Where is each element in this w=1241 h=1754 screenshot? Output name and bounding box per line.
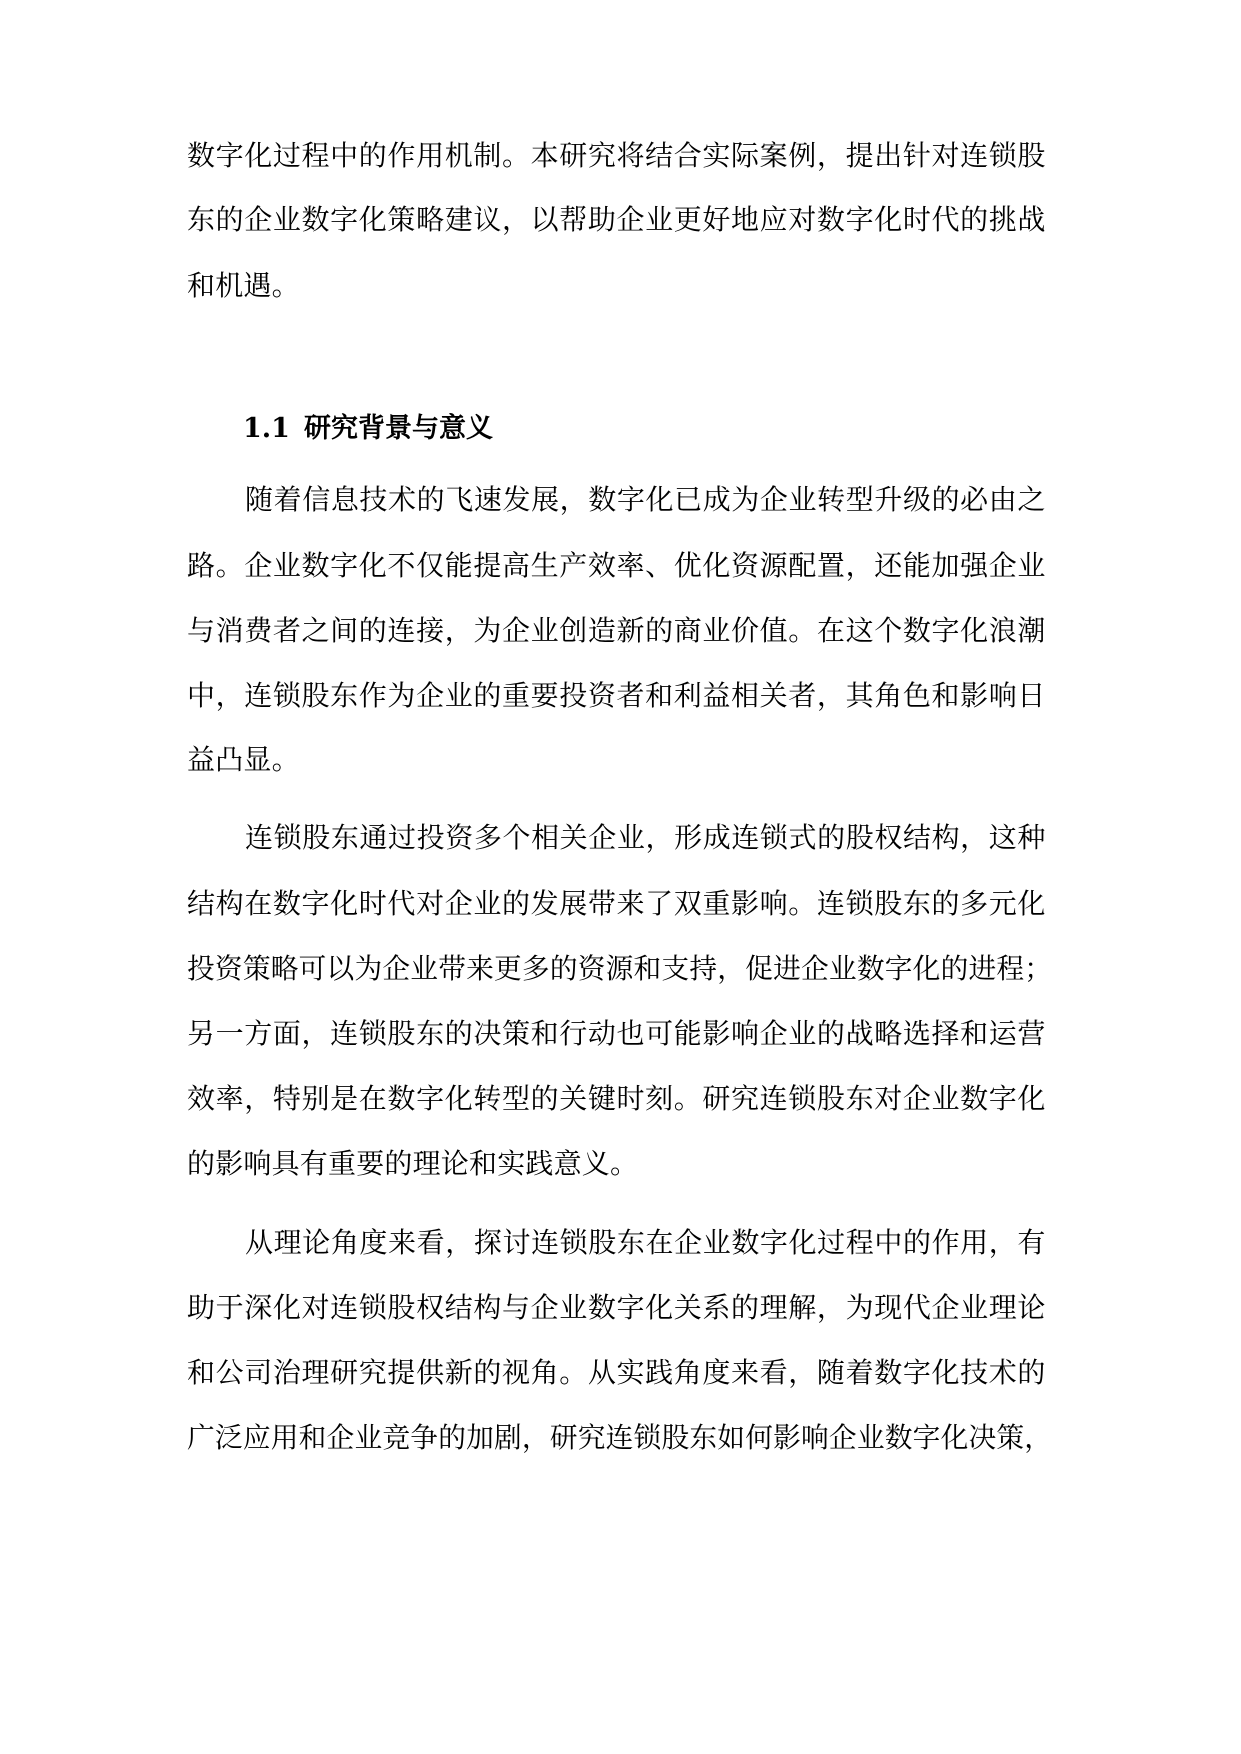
- paragraph-line: 连锁股东通过投资多个相关企业，形成连锁式的股权结构，这种: [245, 821, 1047, 854]
- paragraph-line: 和公司治理研究提供新的视角。从实践角度来看，随着数字化技术的: [187, 1356, 1047, 1389]
- paragraph-line: 路。企业数字化不仅能提高生产效率、优化资源配置，还能加强企业: [187, 549, 1047, 582]
- paragraph-line: 和机遇。: [187, 269, 300, 302]
- paragraph-line: 中，连锁股东作为企业的重要投资者和利益相关者，其角色和影响日: [187, 679, 1047, 712]
- paragraph-line: 东的企业数字化策略建议，以帮助企业更好地应对数字化时代的挑战: [187, 203, 1047, 236]
- paragraph-line: 投资策略可以为企业带来更多的资源和支持，促进企业数字化的进程；: [187, 952, 1053, 985]
- paragraph-line: 数字化过程中的作用机制。本研究将结合实际案例，提出针对连锁股: [187, 139, 1047, 172]
- paragraph-line: 从理论角度来看，探讨连锁股东在企业数字化过程中的作用，有: [245, 1226, 1047, 1259]
- paragraph-line: 效率，特别是在数字化转型的关键时刻。研究连锁股东对企业数字化: [187, 1082, 1047, 1115]
- section-heading: [243, 409, 493, 449]
- paragraph-line: 另一方面，连锁股东的决策和行动也可能影响企业的战略选择和运营: [187, 1017, 1047, 1050]
- section-number: 1.1: [243, 413, 290, 444]
- section-title: 研究背景与意义: [303, 413, 493, 444]
- paragraph-line: 广泛应用和企业竞争的加剧，研究连锁股东如何影响企业数字化决策，: [187, 1421, 1053, 1454]
- paragraph-line: 与消费者之间的连接，为企业创造新的商业价值。在这个数字化浪潮: [187, 614, 1047, 647]
- paragraph-line: 随着信息技术的飞速发展，数字化已成为企业转型升级的必由之: [245, 483, 1047, 516]
- paragraph-line: 益凸显。: [187, 743, 300, 776]
- paragraph-line: 结构在数字化时代对企业的发展带来了双重影响。连锁股东的多元化: [187, 887, 1047, 920]
- paragraph-line: 的影响具有重要的理论和实践意义。: [187, 1147, 639, 1180]
- paragraph-line: 助于深化对连锁股权结构与企业数字化关系的理解，为现代企业理论: [187, 1291, 1047, 1324]
